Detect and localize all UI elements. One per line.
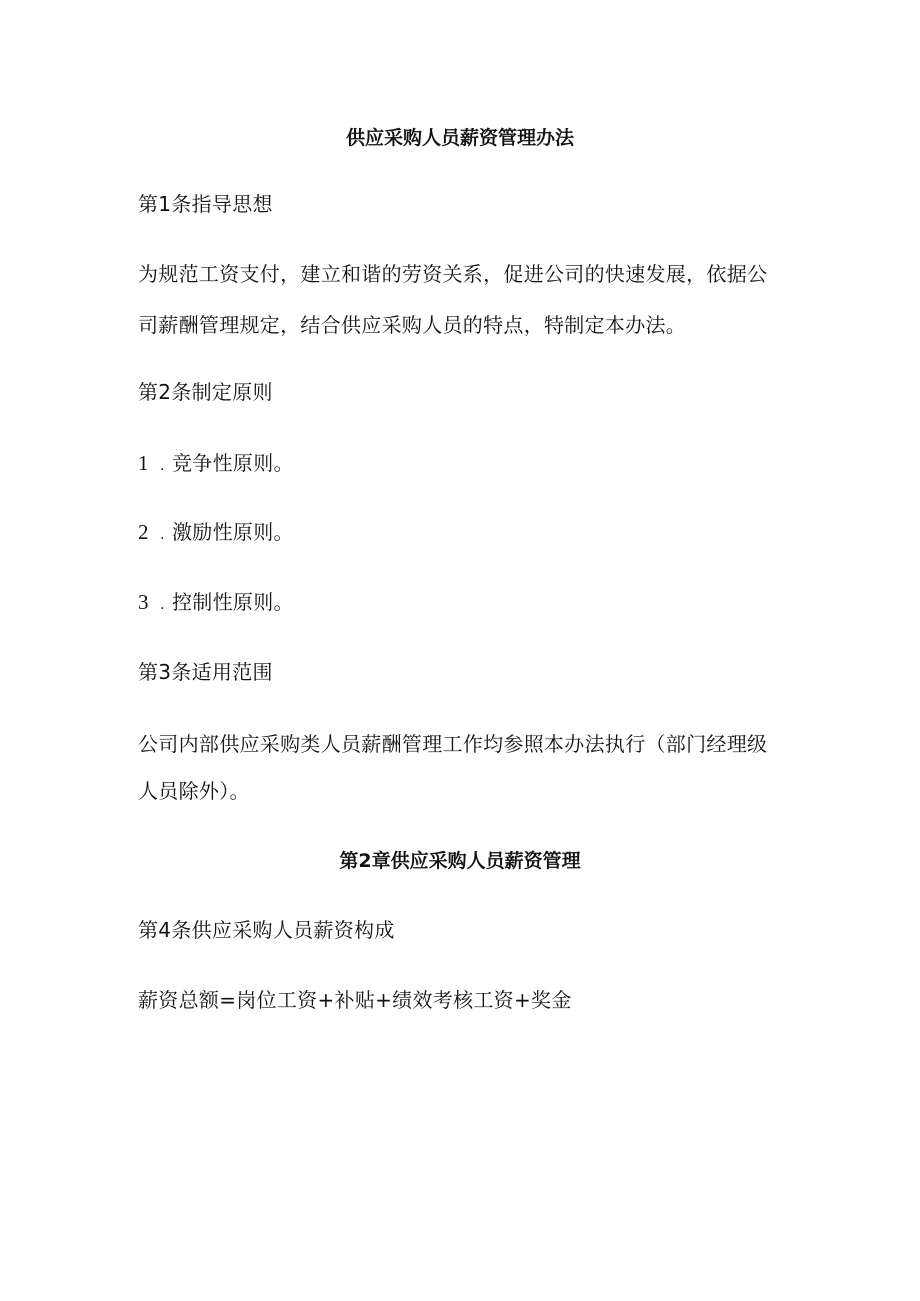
principle-separator: . (160, 527, 165, 543)
article-1-heading: 第1条指导思想 (138, 192, 273, 216)
article-1-text-line-2: 司薪酬管理规定，结合供应采购人员的特点，特制定本办法。 (138, 313, 687, 337)
article-3-text-line-1: 公司内部供应采购类人员薪酬管理工作均参照本办法执行（部门经理级 (138, 732, 768, 756)
principle-number: 1 (138, 451, 149, 475)
article-4-heading: 第4条供应采购人员薪资构成 (138, 918, 395, 942)
principle-number: 3 (138, 590, 149, 614)
principle-number: 2 (138, 520, 149, 544)
principle-text: 控制性原则。 (172, 590, 294, 614)
article-3-heading: 第3条适用范围 (138, 660, 273, 684)
principle-text: 激励性原则。 (172, 520, 294, 544)
principle-separator: . (160, 458, 165, 474)
principle-separator: . (160, 597, 165, 613)
principle-item (138, 590, 294, 617)
document-title: 供应采购人员薪资管理办法 (345, 127, 574, 149)
salary-formula: 薪资总额=岗位工资+补贴+绩效考核工资+奖金 (138, 988, 572, 1012)
article-1-text-line-1: 为规范工资支付，建立和谐的劳资关系，促进公司的快速发展，依据公 (138, 262, 768, 286)
article-3-text-line-2: 人员除外）。 (138, 779, 250, 803)
principle-text: 竞争性原则。 (172, 451, 294, 475)
principle-item (138, 451, 294, 478)
principle-item (138, 520, 294, 547)
article-2-heading: 第2条制定原则 (138, 380, 273, 404)
chapter-2-heading: 第2章供应采购人员薪资管理 (339, 850, 581, 872)
